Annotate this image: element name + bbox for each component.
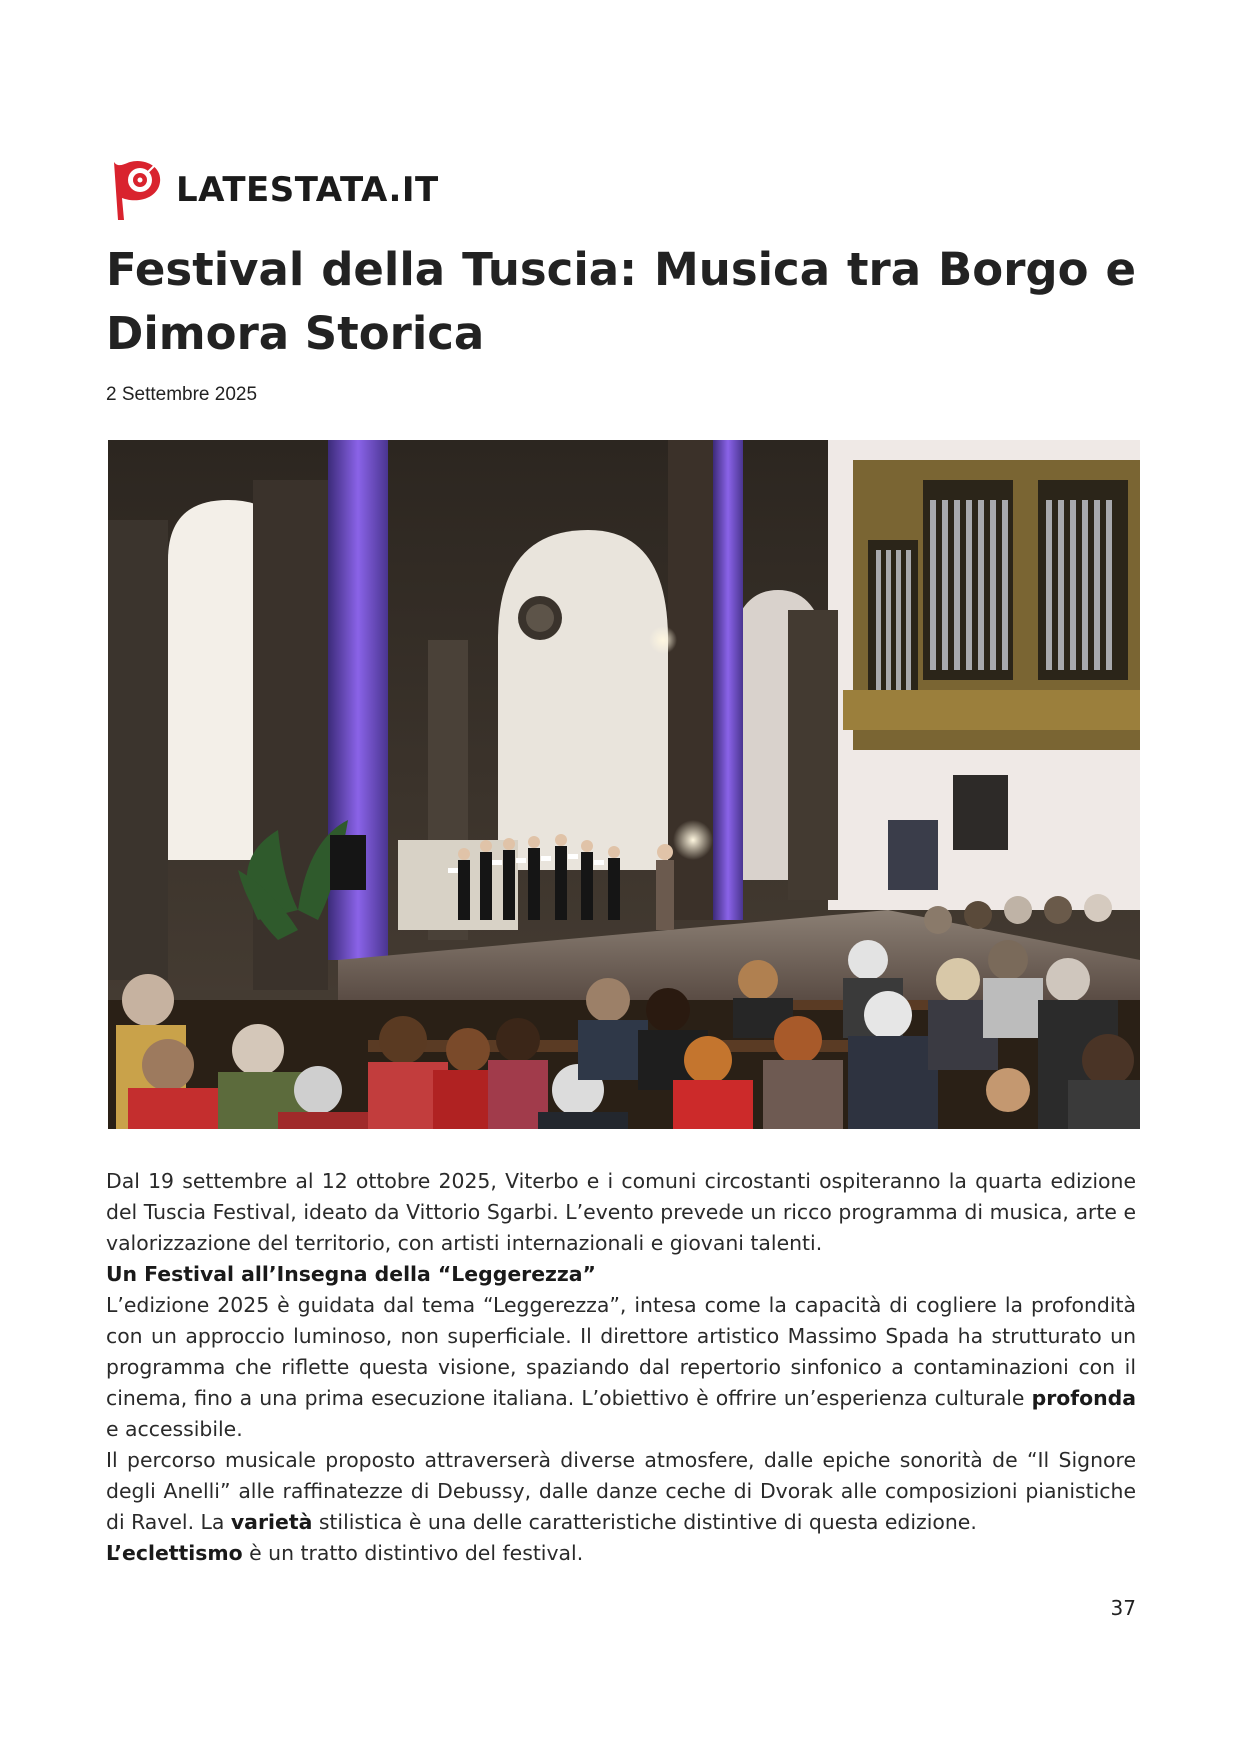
bold-text: varietà — [230, 1510, 313, 1534]
bold-text: L’eclettismo — [106, 1541, 243, 1565]
page-number: 37 — [1110, 1596, 1136, 1620]
paragraph-text: Il percorso musicale proposto attraverserà diverse atmosfere, dalle epiche sonorità de “Il Signore degli Anelli” alle raffinatezze di Debussy, dalle danze ceche di Dvorak alle composizioni pianistiche di Ravel. La — [106, 1448, 1136, 1534]
paragraph-text: L’edizione 2025 è guidata dal tema “Leggerezza”, intesa come la capacità di cogliere la profondità con un approccio luminoso, non superficiale. Il direttore artistico Massimo Spada ha strutturato un programma che riflette questa visione, spaziando dal repertorio sinfonico a contaminazioni con il cinema, fino a una prima esecuzione italiana. L’obiettivo è offrire un’esperienza culturale — [106, 1293, 1136, 1410]
concert-in-cathedral-photo — [108, 440, 1140, 1129]
masthead — [108, 156, 439, 224]
article-paragraph — [106, 1445, 1136, 1538]
article-title: Festival della Tuscia: Musica tra Borgo e Dimora Storica — [106, 243, 1136, 360]
bold-text: profonda — [1031, 1386, 1137, 1410]
article-subheading: Un Festival all’Insegna della “Leggerezza” — [106, 1262, 596, 1286]
paragraph-text: stilistica è una delle caratteristiche distintive di questa edizione. — [318, 1510, 977, 1534]
article-paragraph — [106, 1166, 1136, 1259]
paragraph-text: è un tratto distintivo del festival. — [249, 1541, 584, 1565]
article-body — [106, 1166, 1136, 1569]
article-paragraph — [106, 1290, 1136, 1445]
paragraph-text: e accessibile. — [106, 1417, 243, 1441]
paragraph-text: Dal 19 settembre al 12 ottobre 2025, Viterbo e i comuni circostanti ospiteranno la quarta edizione del Tuscia Festival, ideato da Vittorio Sgarbi. L’evento prevede un ricco programma di musica, arte e valorizzazione del territorio, con artisti internazionali e giovani talenti. — [106, 1169, 1136, 1255]
red-cd-music-logo-icon — [108, 158, 164, 222]
article-date: 2 Settembre 2025 — [106, 384, 258, 405]
article-paragraph — [106, 1538, 1136, 1569]
site-name: LATESTATA.IT — [176, 170, 439, 210]
